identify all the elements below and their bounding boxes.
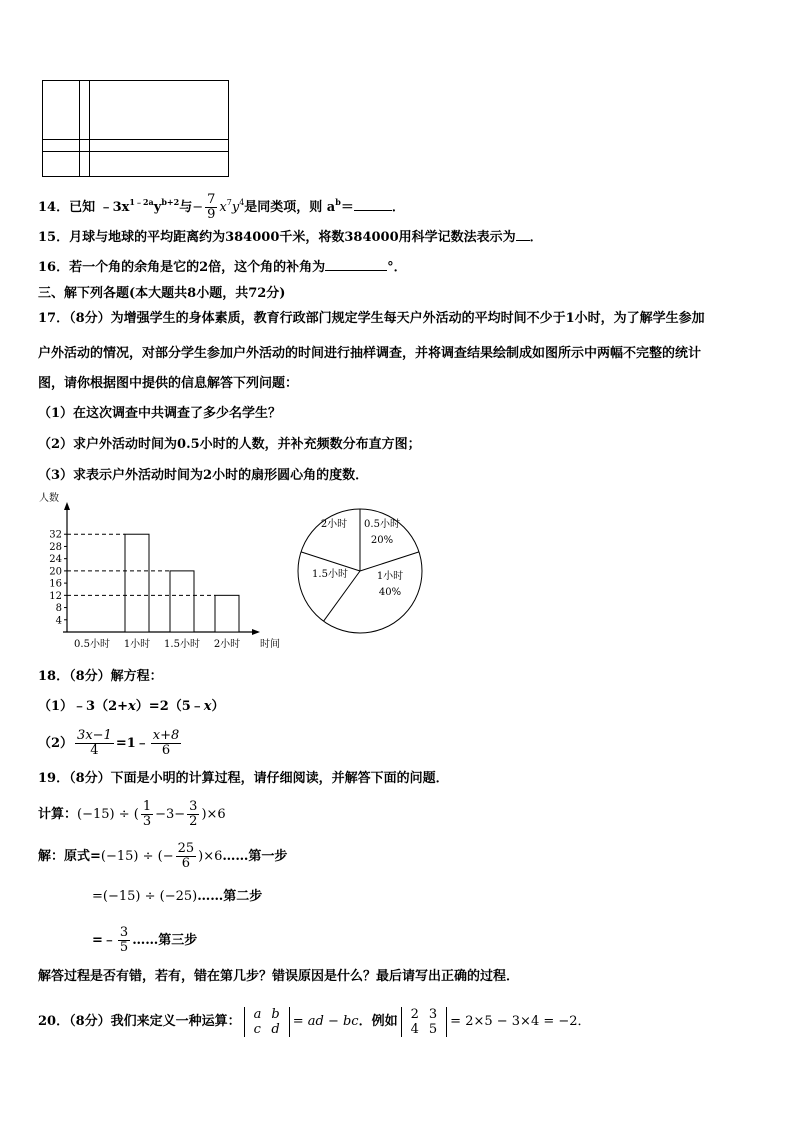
q18-frac1	[75, 729, 114, 758]
q19-calc-label: 计算：	[38, 807, 78, 822]
q14-period: ．	[391, 200, 405, 215]
q15-answer-blank[interactable]	[516, 240, 530, 241]
section-title: 三、解下列各题(本大题共8小题，共72分)	[38, 286, 286, 301]
q18-frac2-num: x+8	[152, 728, 180, 743]
q14-prefix: 14．已知	[38, 200, 96, 215]
grid-line	[79, 81, 80, 176]
det-cell: a	[253, 1006, 262, 1022]
q18-sub1-b: ）=2（5﹣	[135, 699, 204, 714]
q14-term1: ﹣3x	[99, 200, 130, 215]
q14-y-exp: 4	[239, 198, 245, 207]
grid-line	[89, 81, 90, 176]
q19-title: 19．（8分）下面是小明的计算过程，请仔细阅读，并解答下面的问题．	[38, 771, 449, 786]
y-tick-label: 8	[55, 603, 62, 615]
q19-solution	[38, 838, 287, 876]
q14-x-exp: 7	[226, 198, 232, 207]
q14-fraction	[205, 193, 217, 222]
q14-answer-blank[interactable]	[354, 210, 392, 211]
grid-line	[43, 139, 228, 140]
q20-det-example	[401, 1007, 448, 1037]
det-cell: 5	[428, 1021, 438, 1037]
q17-sub3: （3）求表示户外活动时间为2小时的扇形圆心角的度数．	[38, 468, 369, 483]
q14-term1-y: y	[153, 200, 162, 215]
q20-end: ．	[577, 1014, 591, 1029]
question-15	[38, 229, 543, 247]
q17-line3: 图，请你根据图中提供的信息解答下列问题：	[38, 376, 299, 391]
q14-exp2: b+2	[161, 197, 180, 207]
pie-slice-label: 0.5小时	[364, 519, 400, 530]
y-tick-label: 28	[49, 541, 62, 553]
x-tick-label: 1小时	[123, 639, 151, 650]
q18-sub1-x2: x	[203, 699, 212, 714]
q20-def-expr: = ad − bc	[292, 1014, 359, 1029]
det-cell: c	[253, 1021, 261, 1037]
q19-calc-frac2-num: 3	[189, 799, 198, 814]
q18-title: 18．（8分）解方程：	[38, 669, 163, 684]
q19-calc-frac1	[141, 800, 153, 829]
q19-calc-b: −3−	[155, 807, 186, 822]
q20-text: 20．（8分）我们来定义一种运算：	[38, 1014, 241, 1029]
pie-slice-label: 1小时	[376, 571, 404, 582]
pie-slice-percent: 20%	[370, 535, 394, 546]
q18-frac2-den: 6	[161, 743, 171, 758]
q18-sub1-a: （1）﹣3（2+	[38, 699, 129, 714]
q18-frac1-num: 3x−1	[77, 728, 112, 743]
y-tick-label: 4	[55, 615, 62, 627]
pie-slice-label: 1.5小时	[312, 569, 348, 580]
q20-example: ．例如	[358, 1014, 398, 1029]
q14-mid: 与	[179, 200, 193, 215]
q14-frac-den: 9	[207, 207, 216, 222]
q17-line2: 户外活动的情况，对部分学生参加户外活动的时间进行抽样调查，并将调查结果绘制成如图所示中两幅不完整的统计	[38, 346, 702, 361]
q19-calc-c: )×6	[201, 807, 226, 822]
q19-step2-line	[92, 888, 262, 906]
q19-calc-frac2	[187, 800, 199, 829]
q19-step2-expr: =(−15) ÷ (−25)	[92, 889, 198, 904]
q17-sub1: （1）在这次调查中共调查了多少名学生？	[38, 406, 282, 421]
q14-exp1: 1﹣2a	[129, 197, 154, 207]
q19-step3-frac	[118, 926, 130, 955]
q19-sol-label: 解：原式=	[38, 849, 101, 864]
q16-end: °．	[387, 260, 407, 275]
table-fragment	[42, 80, 229, 177]
q18-sub2-eq: =1﹣	[115, 736, 149, 751]
q19-step3-prefix: =﹣	[92, 933, 116, 948]
x-axis-arrow	[252, 629, 260, 635]
x-tick-label: 2小时	[213, 639, 241, 650]
y-tick-label: 16	[49, 578, 62, 590]
q19-calc	[38, 796, 226, 834]
q19-sol-frac-den: 6	[181, 856, 191, 871]
q18-sub2-label: （2）	[38, 736, 74, 751]
bar	[215, 595, 239, 632]
q16-answer-blank[interactable]	[325, 270, 387, 271]
y-tick-label: 32	[49, 529, 62, 541]
q14-ab-exp: b	[335, 197, 341, 207]
q18-frac1-den: 4	[90, 743, 99, 758]
q19-sol-frac	[176, 842, 197, 871]
y-tick-label: 20	[49, 566, 62, 578]
question-20	[38, 1002, 591, 1042]
det-cell: d	[271, 1021, 280, 1037]
q14-frac-num: 7	[207, 192, 216, 207]
grid-line	[43, 151, 228, 152]
q19-sol-b: )×6	[198, 849, 223, 864]
y-axis-arrow	[64, 502, 70, 510]
q18-sub1-x1: x	[128, 699, 136, 714]
q18-frac2	[151, 729, 182, 758]
q17-line1: 17．（8分）为增强学生的身体素质，教育行政部门规定学生每天户外活动的平均时间不少于1小时，为了解学生参加	[38, 311, 705, 326]
q19-step3-line	[92, 922, 197, 960]
x-axis-label: 时间	[260, 639, 280, 650]
q19-sol-a: (−15) ÷ (−	[100, 849, 174, 864]
q14-suffix: 是同类项，则 a	[244, 200, 336, 215]
q19-calc-a: (−15) ÷ (	[77, 807, 139, 822]
det-cell: 3	[428, 1006, 438, 1022]
q19-calc-frac1-num: 1	[142, 799, 152, 814]
det-cell: b	[271, 1006, 280, 1022]
question-16	[38, 259, 407, 277]
det-cell: 4	[410, 1021, 419, 1037]
q16-text: 16．若一个角的余角是它的2倍，这个角的补角为	[38, 260, 326, 275]
q15-text: 15．月球与地球的平均距离约为384000千米，将数384000用科学记数法表示为	[38, 230, 516, 245]
det-cell: 2	[410, 1006, 419, 1022]
y-axis-label: 人数	[39, 493, 59, 504]
q14-sign: −	[192, 200, 204, 215]
bar	[170, 571, 194, 632]
q19-step3-frac-num: 3	[119, 925, 129, 940]
q19-calc-frac1-den: 3	[142, 814, 152, 829]
q19-question: 解答过程是否有错，若有，错在第几步？错误原因是什么？最后请写出正确的过程．	[38, 969, 520, 984]
q17-sub2: （2）求户外活动时间为0.5小时的人数，并补充频数分布直方图；	[38, 437, 421, 452]
pie-chart	[292, 508, 432, 638]
y-tick-label: 24	[49, 554, 62, 566]
q14-end: ＝	[340, 200, 354, 215]
x-tick-label: 0.5小时	[74, 639, 110, 650]
q20-det-definition	[244, 1007, 290, 1037]
q19-step3: ……第三步	[132, 933, 198, 948]
histogram-chart	[30, 492, 290, 658]
pie-slice-percent: 40%	[378, 587, 402, 598]
q15-end: ．	[529, 230, 543, 245]
x-tick-label: 1.5小时	[164, 639, 200, 650]
q18-sub1	[38, 698, 225, 716]
q18-sub1-c: ）	[211, 699, 225, 714]
q19-sol-frac-num: 25	[177, 841, 195, 856]
q19-calc-frac2-den: 2	[189, 814, 198, 829]
y-tick-label: 12	[49, 590, 62, 602]
q20-ex-expr: = 2×5 − 3×4 = −2	[450, 1014, 578, 1029]
q19-step2: ……第二步	[197, 889, 263, 904]
q19-step3-frac-den: 5	[119, 940, 129, 955]
q19-step1: ……第一步	[222, 849, 288, 864]
question-14	[38, 193, 405, 222]
bar	[125, 534, 149, 632]
pie-slice-label: 2小时	[320, 519, 348, 530]
q14-y: y	[231, 200, 240, 215]
q18-sub2	[38, 725, 183, 763]
q14-x: x	[219, 200, 227, 215]
